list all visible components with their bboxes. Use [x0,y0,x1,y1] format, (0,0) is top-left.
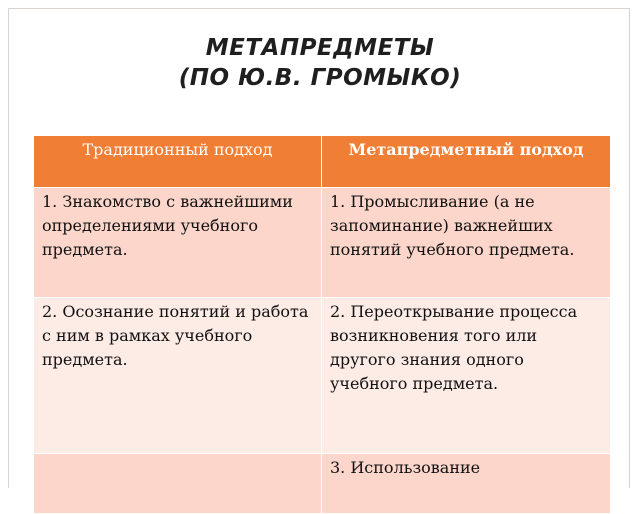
table-cell: 3. Использование [322,454,611,514]
slide-title [0,33,640,93]
comparison-table [33,135,611,514]
table-cell: 1. Промысливание (а не запоминание) важнейших понятий учебного предмета. [322,188,611,298]
title-line-2: (ПО Ю.В. ГРОМЫКО) [178,65,462,91]
table-header-row [34,136,611,188]
table-cell: 2. Переоткрывание процесса возникновения того или другого знания одного учебного предмета. [322,298,611,454]
table-row [34,298,611,454]
table-row [34,454,611,514]
table-cell: 1. Знакомство с важнейшими определениями учебного предмета. [34,188,322,298]
header-metasubject: Метапредметный подход [322,136,611,188]
table-cell [34,454,322,514]
title-line-1: МЕТАПРЕДМЕТЫ [205,35,435,61]
header-traditional: Традиционный подход [34,136,322,188]
table-cell: 2. Осознание понятий и работа с ним в рамках учебного предмета. [34,298,322,454]
table-row [34,188,611,298]
